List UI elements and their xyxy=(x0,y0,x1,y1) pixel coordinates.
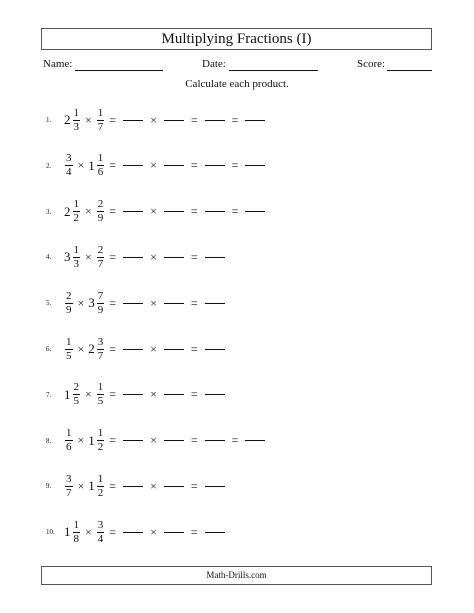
mixed-number xyxy=(64,428,74,453)
answer-blank[interactable] xyxy=(245,165,265,166)
equals-sign: = xyxy=(190,478,198,493)
whole-part: 1 xyxy=(64,524,71,540)
answer-blank[interactable] xyxy=(164,165,184,166)
equals-sign: = xyxy=(190,112,198,127)
answer-blank[interactable] xyxy=(164,120,184,121)
equals-sign: = xyxy=(231,433,239,448)
numerator: 3 xyxy=(66,472,72,485)
whole-part: 2 xyxy=(64,203,71,219)
numerator: 2 xyxy=(97,243,104,256)
numerator: 1 xyxy=(73,106,79,119)
problem-row xyxy=(46,242,346,272)
equals-sign: = xyxy=(109,341,117,356)
expression xyxy=(64,197,268,227)
mixed-number xyxy=(64,199,81,224)
equals-sign: = xyxy=(109,524,117,539)
numerator: 2 xyxy=(97,198,104,211)
answer-blank[interactable] xyxy=(205,440,225,441)
info-row xyxy=(41,58,432,74)
problem-row xyxy=(46,334,346,364)
fraction xyxy=(96,291,106,316)
fraction xyxy=(64,337,74,362)
equals-sign: = xyxy=(109,158,117,173)
answer-blank[interactable] xyxy=(205,394,225,395)
times-sign: × xyxy=(85,387,92,402)
denominator: 6 xyxy=(66,441,72,454)
denominator: 7 xyxy=(97,349,104,362)
mixed-number xyxy=(64,474,74,499)
mixed-number xyxy=(64,153,74,178)
answer-blank[interactable] xyxy=(123,165,143,166)
answer-blank[interactable] xyxy=(123,394,143,395)
fraction xyxy=(72,245,82,270)
times-sign: × xyxy=(85,249,92,264)
equals-sign: = xyxy=(190,387,198,402)
equals-sign: = xyxy=(190,204,198,219)
numerator: 1 xyxy=(97,106,104,119)
times-sign: × xyxy=(77,433,85,448)
problem-row xyxy=(46,197,346,227)
answer-blank[interactable] xyxy=(123,211,143,212)
numerator: 1 xyxy=(73,518,79,531)
problem-number: 10. xyxy=(46,528,55,537)
name-field[interactable] xyxy=(75,70,163,71)
equals-sign: = xyxy=(109,204,117,219)
denominator: 3 xyxy=(73,120,79,133)
expression xyxy=(64,426,268,456)
fraction xyxy=(96,153,106,178)
mixed-number xyxy=(96,382,106,407)
equals-sign: = xyxy=(231,112,239,127)
answer-blank[interactable] xyxy=(164,257,184,258)
answer-blank[interactable] xyxy=(123,349,143,350)
expression xyxy=(64,105,268,135)
numerator: 2 xyxy=(73,381,79,394)
equals-sign: = xyxy=(190,249,198,264)
numerator: 1 xyxy=(97,472,104,485)
fraction xyxy=(64,428,74,453)
answer-blank[interactable] xyxy=(123,486,143,487)
denominator: 5 xyxy=(73,395,79,408)
expression xyxy=(64,380,228,410)
fraction xyxy=(96,520,106,545)
answer-blank[interactable] xyxy=(123,440,143,441)
equals-sign: = xyxy=(231,158,239,173)
fraction xyxy=(96,474,106,499)
worksheet-title: Multiplying Fractions (I) xyxy=(41,28,432,50)
equals-sign: = xyxy=(109,478,117,493)
times-sign: × xyxy=(77,478,85,493)
mixed-number xyxy=(64,291,74,316)
fraction xyxy=(72,108,82,133)
answer-blank[interactable] xyxy=(123,257,143,258)
denominator: 9 xyxy=(66,303,72,316)
denominator: 3 xyxy=(73,257,79,270)
answer-blank[interactable] xyxy=(164,349,184,350)
denominator: 4 xyxy=(66,166,72,179)
times-sign: × xyxy=(150,433,157,448)
problem-number: 3. xyxy=(46,207,52,216)
equals-sign: = xyxy=(109,295,117,310)
instruction: Calculate each product. xyxy=(185,78,289,90)
denominator: 7 xyxy=(97,257,104,270)
whole-part: 2 xyxy=(64,112,71,127)
fraction xyxy=(96,382,106,407)
denominator: 9 xyxy=(97,212,104,225)
date-label: Date: xyxy=(202,58,226,70)
problem-number: 6. xyxy=(46,345,52,353)
times-sign: × xyxy=(85,112,92,127)
denominator: 2 xyxy=(73,212,79,225)
equals-sign: = xyxy=(190,524,198,539)
answer-blank[interactable] xyxy=(205,165,225,166)
answer-blank[interactable] xyxy=(164,394,184,395)
problem-number: 4. xyxy=(46,253,52,262)
times-sign: × xyxy=(150,387,157,402)
fraction xyxy=(72,199,82,224)
answer-blank[interactable] xyxy=(205,211,225,212)
numerator: 1 xyxy=(97,152,104,165)
times-sign: × xyxy=(77,295,85,310)
fraction xyxy=(64,153,74,178)
fraction xyxy=(72,520,82,545)
problem-number: 7. xyxy=(46,390,52,399)
problem-row xyxy=(46,517,346,547)
numerator: 1 xyxy=(73,243,79,256)
whole-part: 3 xyxy=(64,249,71,265)
expression xyxy=(64,517,228,547)
equals-sign: = xyxy=(190,433,198,448)
equals-sign: = xyxy=(109,433,117,448)
denominator: 7 xyxy=(97,120,104,133)
answer-blank[interactable] xyxy=(164,486,184,487)
answer-blank[interactable] xyxy=(205,257,225,258)
problem-number: 1. xyxy=(46,116,52,124)
denominator: 6 xyxy=(97,166,104,179)
answer-blank[interactable] xyxy=(205,120,225,121)
date-field[interactable] xyxy=(229,70,318,71)
mixed-number xyxy=(96,245,106,270)
numerator: 1 xyxy=(66,335,72,348)
fraction xyxy=(72,382,82,407)
fraction xyxy=(96,337,106,362)
whole-part: 1 xyxy=(88,432,95,448)
fraction xyxy=(96,428,106,453)
times-sign: × xyxy=(85,524,92,539)
numerator: 1 xyxy=(73,198,79,211)
answer-blank[interactable] xyxy=(245,440,265,441)
denominator: 2 xyxy=(97,441,104,454)
numerator: 1 xyxy=(97,427,104,440)
expression xyxy=(64,471,228,501)
denominator: 8 xyxy=(73,532,79,545)
numerator: 3 xyxy=(97,335,104,348)
answer-blank[interactable] xyxy=(164,303,184,304)
numerator: 2 xyxy=(66,289,72,302)
problem-number: 2. xyxy=(46,161,52,170)
times-sign: × xyxy=(150,295,157,310)
problem-row xyxy=(46,380,346,410)
denominator: 5 xyxy=(97,395,104,408)
times-sign: × xyxy=(77,341,85,356)
times-sign: × xyxy=(150,204,157,219)
whole-part: 3 xyxy=(88,295,95,311)
answer-blank[interactable] xyxy=(205,349,225,350)
numerator: 1 xyxy=(66,427,72,440)
times-sign: × xyxy=(150,341,157,356)
denominator: 2 xyxy=(97,486,104,499)
times-sign: × xyxy=(150,249,157,264)
answer-blank[interactable] xyxy=(245,211,265,212)
times-sign: × xyxy=(150,112,157,127)
problem-row xyxy=(46,151,346,181)
answer-blank[interactable] xyxy=(205,532,225,533)
mixed-number xyxy=(96,520,106,545)
mixed-number xyxy=(88,291,105,316)
problem-row xyxy=(46,105,346,135)
whole-part: 1 xyxy=(64,386,71,402)
denominator: 7 xyxy=(66,486,72,499)
expression xyxy=(64,334,228,364)
name-label: Name: xyxy=(43,58,73,70)
answer-blank[interactable] xyxy=(123,532,143,533)
equals-sign: = xyxy=(109,249,117,264)
score-label: Score: xyxy=(357,58,386,70)
mixed-number xyxy=(88,428,105,453)
equals-sign: = xyxy=(231,204,239,219)
equals-sign: = xyxy=(190,341,198,356)
mixed-number xyxy=(64,108,81,133)
problem-number: 8. xyxy=(46,436,52,445)
times-sign: × xyxy=(150,478,157,493)
fraction xyxy=(64,291,74,316)
problem-row xyxy=(46,426,346,456)
expression xyxy=(64,288,228,318)
answer-blank[interactable] xyxy=(205,303,225,304)
mixed-number xyxy=(96,199,106,224)
problem-row xyxy=(46,288,346,318)
times-sign: × xyxy=(85,204,92,219)
numerator: 7 xyxy=(97,289,104,302)
problem-number: 9. xyxy=(46,482,52,491)
times-sign: × xyxy=(150,524,157,539)
times-sign: × xyxy=(77,158,85,173)
answer-blank[interactable] xyxy=(164,211,184,212)
mixed-number xyxy=(64,520,81,545)
equals-sign: = xyxy=(109,112,117,127)
footer: Math-Drills.com xyxy=(41,566,432,585)
mixed-number xyxy=(88,153,105,178)
fraction xyxy=(96,108,106,133)
equals-sign: = xyxy=(190,158,198,173)
problem-number: 5. xyxy=(46,299,52,308)
score-field[interactable] xyxy=(387,70,432,71)
whole-part: 2 xyxy=(88,341,95,356)
equals-sign: = xyxy=(109,387,117,402)
whole-part: 1 xyxy=(88,157,95,173)
fraction xyxy=(64,474,74,499)
answer-blank[interactable] xyxy=(164,532,184,533)
mixed-number xyxy=(64,337,74,362)
mixed-number xyxy=(64,382,81,407)
problem-row xyxy=(46,471,346,501)
times-sign: × xyxy=(150,158,157,173)
whole-part: 1 xyxy=(88,478,95,494)
denominator: 4 xyxy=(97,532,104,545)
denominator: 5 xyxy=(66,349,72,362)
numerator: 1 xyxy=(97,381,104,394)
denominator: 9 xyxy=(97,303,104,316)
fraction xyxy=(96,245,106,270)
equals-sign: = xyxy=(190,295,198,310)
answer-blank[interactable] xyxy=(205,486,225,487)
answer-blank[interactable] xyxy=(245,120,265,121)
expression xyxy=(64,151,268,181)
numerator: 3 xyxy=(66,152,72,165)
numerator: 3 xyxy=(97,518,104,531)
mixed-number xyxy=(64,245,81,270)
answer-blank[interactable] xyxy=(123,120,143,121)
mixed-number xyxy=(96,108,106,133)
answer-blank[interactable] xyxy=(123,303,143,304)
expression xyxy=(64,242,228,272)
mixed-number xyxy=(88,474,105,499)
fraction xyxy=(96,199,106,224)
answer-blank[interactable] xyxy=(164,440,184,441)
mixed-number xyxy=(88,337,105,362)
